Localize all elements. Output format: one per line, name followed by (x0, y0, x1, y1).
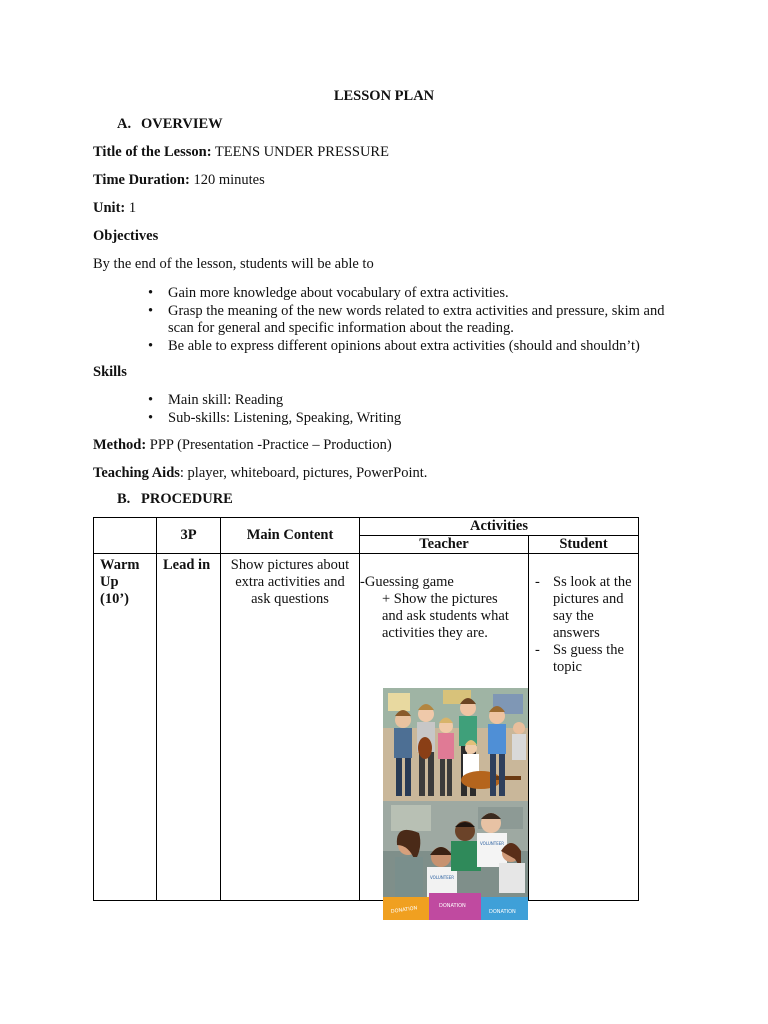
lesson-title-value: TEENS UNDER PRESSURE (211, 144, 389, 160)
children-instruments-image (383, 688, 528, 801)
section-b-title: PROCEDURE (141, 491, 233, 507)
method-label: Method: (93, 437, 147, 453)
unit-label: Unit: (93, 200, 126, 216)
time-duration-line (93, 172, 265, 189)
method-value: PPP (Presentation -Practice – Production) (146, 437, 392, 453)
section-b-heading (117, 491, 233, 508)
objectives-heading (93, 228, 158, 245)
objective-item: • Gain more knowledge about vocabulary of extra activities. (146, 285, 686, 302)
volunteer-shirt-label-2: VOLUNTEER (430, 875, 455, 880)
section-a-number: A. (117, 116, 132, 132)
header-activities: Activities (360, 518, 639, 536)
skill-item: • Main skill: Reading (146, 392, 686, 409)
stage-cell (94, 554, 157, 901)
skill-item: • Sub-skills: Listening, Speaking, Writing (146, 410, 686, 427)
teacher-game-line (360, 574, 520, 591)
objective-item: • Be able to express different opinions about extra activities (should and shouldn’t) (146, 338, 686, 355)
dash-marker: - (360, 574, 365, 590)
teacher-activity (360, 574, 520, 642)
teaching-aids-label: Teaching Aids (93, 465, 180, 481)
unit-value: 1 (125, 200, 137, 216)
donation-label-3: DONATION (489, 909, 516, 915)
header-main-content: Main Content (221, 518, 360, 554)
lesson-title-label: Title of the Lesson: (93, 144, 212, 160)
volunteer-shirt-label-1: VOLUNTEER (480, 841, 505, 846)
teacher-detail: + Show the pictures and ask students what activities they are. (382, 591, 509, 641)
donation-label-2: DONATION (439, 903, 466, 909)
stage-text: Warm Up (10’) (100, 557, 140, 607)
skills-list (146, 392, 686, 427)
lesson-title-line (93, 144, 389, 161)
section-b-number: B. (117, 491, 131, 507)
main-content-text: Show pictures about extra activities and ask questions (230, 557, 350, 607)
objectives-intro: By the end of the lesson, students will be able to (93, 256, 374, 272)
time-duration-value: 120 minutes (189, 172, 265, 188)
section-a-title: OVERVIEW (141, 116, 223, 132)
student-item: - Ss guess the topic (533, 642, 634, 676)
student-cell (529, 554, 639, 901)
volunteers-donation-photo (383, 801, 528, 920)
header-teacher: Teacher (360, 536, 529, 554)
header-stage (94, 518, 157, 554)
teaching-aids-value: : player, whiteboard, pictures, PowerPoint. (179, 465, 428, 481)
header-3p: 3P (157, 518, 221, 554)
donation-label-1: DONATION (390, 905, 418, 915)
student-content (529, 554, 638, 676)
document-title: LESSON PLAN (333, 88, 435, 104)
step-text: Lead in (163, 557, 211, 573)
objective-item: • Grasp the meaning of the new words related to extra activities and pressure, skim and scan for general and specific information about the reading. (146, 303, 686, 337)
main-content-cell (221, 554, 360, 901)
teacher-cell (360, 554, 529, 915)
section-a-heading (117, 116, 223, 133)
method-line (93, 437, 392, 454)
skills-heading (93, 364, 127, 381)
children-instruments-photo (383, 688, 528, 801)
skills-heading-text: Skills (93, 364, 127, 380)
step-cell (157, 554, 221, 901)
student-item: - Ss look at the pictures and say the answers (533, 574, 634, 642)
teacher-content (360, 554, 528, 915)
time-duration-label: Time Duration: (93, 172, 190, 188)
procedure-table (93, 517, 639, 915)
unit-line (93, 200, 136, 217)
header-student: Student (529, 536, 639, 554)
objectives-list (146, 285, 686, 355)
volunteers-donation-image (383, 801, 528, 920)
objectives-heading-text: Objectives (93, 228, 159, 244)
teacher-game-text: Guessing game (364, 574, 454, 590)
teaching-aids-line (93, 465, 427, 482)
